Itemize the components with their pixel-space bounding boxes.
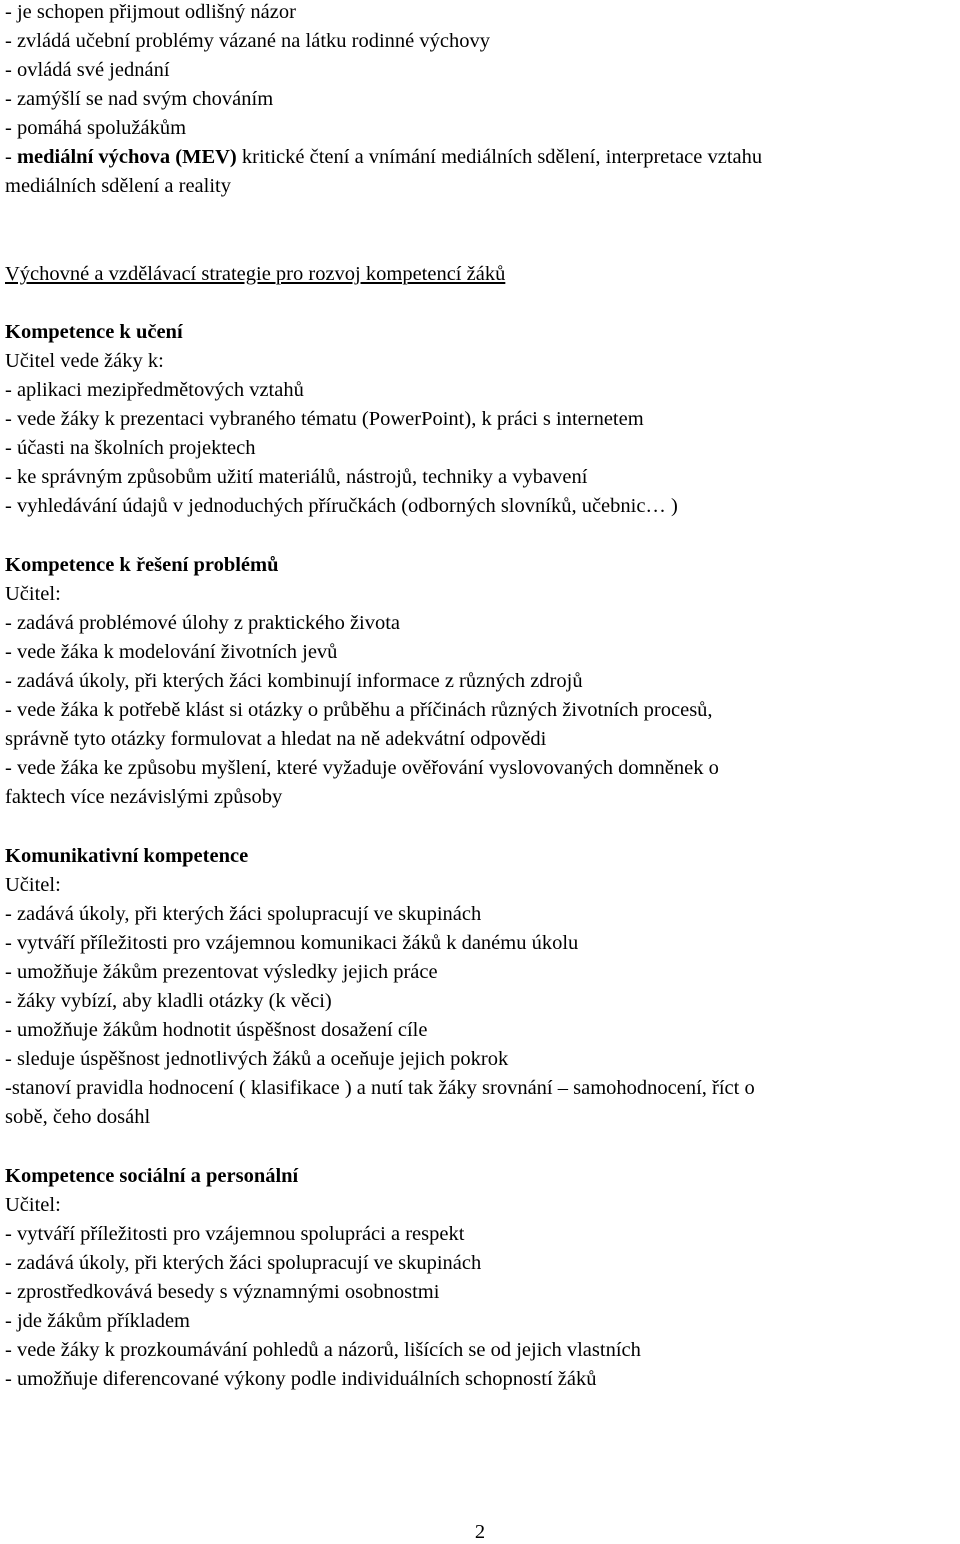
list-item: - sleduje úspěšnost jednotlivých žáků a oceňuje jejich pokrok xyxy=(5,1048,509,1070)
section-heading: Kompetence k řešení problémů xyxy=(5,554,279,576)
list-item: - umožňuje žákům hodnotit úspěšnost dosažení cíle xyxy=(5,1019,428,1041)
list-item: faktech více nezávislými způsoby xyxy=(5,786,283,808)
intro-line: - ovládá své jednání xyxy=(5,59,170,81)
mev-prefix: - xyxy=(5,146,17,168)
section-heading: Komunikativní kompetence xyxy=(5,845,249,867)
list-item: - vede žáky k prozkoumávání pohledů a názorů, lišících se od jejich vlastních xyxy=(5,1339,641,1361)
list-item: - zadává problémové úlohy z praktického života xyxy=(5,612,401,634)
section-intro: Učitel: xyxy=(5,583,61,605)
list-item: - ke správným způsobům užití materiálů, nástrojů, techniky a vybavení xyxy=(5,466,588,488)
list-item: - umožňuje diferencované výkony podle individuálních schopností žáků xyxy=(5,1368,597,1390)
mev-line xyxy=(5,145,762,169)
intro-line: - je schopen přijmout odlišný názor xyxy=(5,1,296,23)
intro-line: - pomáhá spolužákům xyxy=(5,117,187,139)
list-item: - vede žáky k prezentaci vybraného tématu (PowerPoint), k práci s internetem xyxy=(5,408,644,430)
list-item: - vytváří příležitosti pro vzájemnou spolupráci a respekt xyxy=(5,1223,465,1245)
list-item: sobě, čeho dosáhl xyxy=(5,1106,151,1128)
list-item: - zadává úkoly, při kterých žáci spolupracují ve skupinách xyxy=(5,1252,482,1274)
page-number: 2 xyxy=(474,1521,486,1543)
list-item: - účasti na školních projektech xyxy=(5,437,256,459)
list-item: - zadává úkoly, při kterých žáci spolupracují ve skupinách xyxy=(5,903,482,925)
mev-bold: mediální výchova (MEV) xyxy=(16,146,237,168)
intro-line: - zvládá učební problémy vázané na látku rodinné výchovy xyxy=(5,30,490,52)
list-item: - jde žákům příkladem xyxy=(5,1310,191,1332)
list-item: - vede žáka k modelování životních jevů xyxy=(5,641,338,663)
list-item: - umožňuje žákům prezentovat výsledky jejich práce xyxy=(5,961,438,983)
section-intro: Učitel: xyxy=(5,1194,61,1216)
section-intro: Učitel vede žáky k: xyxy=(5,350,164,372)
list-item: - zprostředkovává besedy s významnými osobnostmi xyxy=(5,1281,440,1303)
intro-line: - zamýšlí se nad svým chováním xyxy=(5,88,274,110)
strategy-title: Výchovné a vzdělávací strategie pro rozvoj kompetencí žáků xyxy=(5,263,506,285)
mev-rest: kritické čtení a vnímání mediálních sdělení, interpretace vztahu xyxy=(236,146,763,168)
mev-continuation: mediálních sdělení a reality xyxy=(5,175,231,197)
list-item: - zadává úkoly, při kterých žáci kombinují informace z různých zdrojů xyxy=(5,670,583,692)
list-item: - vyhledávání údajů v jednoduchých příručkách (odborných slovníků, učebnic… ) xyxy=(5,495,678,517)
section-heading: Kompetence k učení xyxy=(5,321,183,343)
list-item: -stanoví pravidla hodnocení ( klasifikace ) a nutí tak žáky srovnání – samohodnocení, říct o xyxy=(5,1077,755,1099)
list-item: - vede žáka k potřebě klást si otázky o průběhu a příčinách různých životních procesů, xyxy=(5,699,713,721)
list-item: - vytváří příležitosti pro vzájemnou komunikaci žáků k danému úkolu xyxy=(5,932,579,954)
section-heading: Kompetence sociální a personální xyxy=(5,1165,299,1187)
list-item: - aplikaci mezipředmětových vztahů xyxy=(5,379,304,401)
section-intro: Učitel: xyxy=(5,874,61,896)
list-item: správně tyto otázky formulovat a hledat na ně adekvátní odpovědi xyxy=(5,728,547,750)
list-item: - vede žáka ke způsobu myšlení, které vyžaduje ověřování vyslovovaných domněnek o xyxy=(5,757,719,779)
list-item: - žáky vybízí, aby kladli otázky (k věci) xyxy=(5,990,332,1012)
